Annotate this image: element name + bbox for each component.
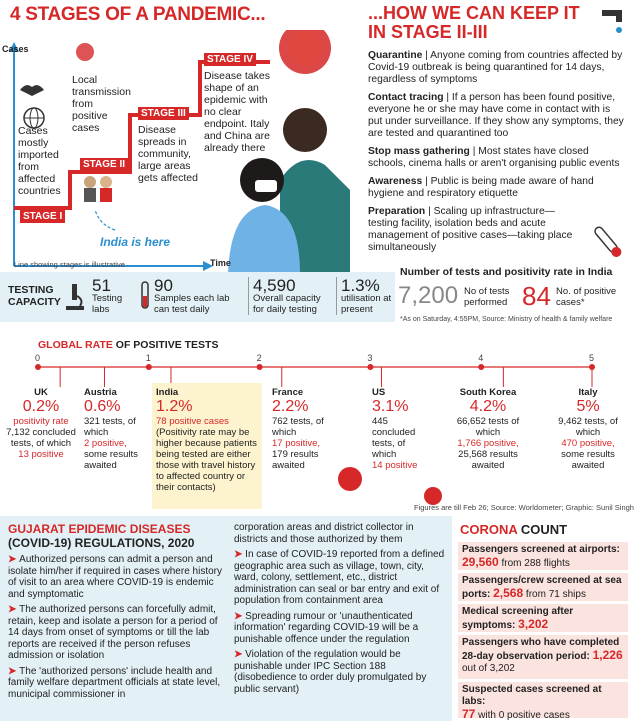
country-pct: 0.2% — [22, 398, 60, 415]
virus-icon-large — [279, 30, 331, 74]
capacity-title: TESTING CAPACITY — [8, 284, 61, 308]
country-post: some results awaited — [84, 449, 138, 471]
country-line: 7,132 concluded tests, of which — [6, 427, 76, 449]
country-us — [372, 387, 430, 471]
x-axis-label: Time — [210, 258, 231, 268]
corona-row-tail: from 288 flights — [498, 558, 570, 569]
country-line: 321 tests, of which — [84, 416, 136, 438]
capacity-value: 1.3% — [341, 276, 380, 295]
country-pre: positivity rate — [13, 416, 69, 427]
title-measures: ...HOW WE CAN KEEP IT IN STAGE II-III — [368, 3, 580, 42]
measure-head: Preparation — [368, 206, 426, 217]
global-rate-source: Figures are till Feb 26; Source: Worldometer; Graphic: Sunil Singh — [414, 503, 634, 512]
corona-row-tail: out of 3,202 — [462, 663, 515, 674]
thermometer-icon — [588, 222, 628, 262]
regulations-title — [8, 522, 228, 550]
corona-row-value: 29,560 — [462, 555, 499, 569]
country-post: some results awaited — [561, 449, 615, 471]
india-tests-title: Number of tests and positivity rate in India — [400, 266, 613, 278]
capacity-value: 90 — [154, 276, 173, 295]
virus-icon-small — [76, 43, 94, 61]
global-rate-section — [0, 331, 635, 513]
country-pct: 4.2% — [469, 398, 507, 415]
measure-text: | If a person has been found positive, everyone he or she may have come in contact with is put under surveillance. If they show any symptoms, they are tested and quarantined too — [368, 92, 624, 139]
corona-row-medical — [458, 604, 628, 632]
capacity-labs — [92, 277, 132, 315]
regulation-text: The authorized persons can forcefully admit, retain, keep and isolate a person for a period of 14 days from onset of symptoms or till the lab reports are received if the person refuses admission or isolation — [8, 604, 218, 661]
measure-text: | Most states have closed schools, cinema halls or aren't organising public events — [368, 146, 620, 169]
regulation-continued: corporation areas and district collector in districts and those authorized by them — [234, 522, 414, 545]
stage-3-label: STAGE III — [138, 107, 189, 120]
india-tests-label: No of tests performed — [464, 286, 510, 308]
country-line: 762 tests, of which — [272, 416, 324, 438]
corona-row-labs — [458, 682, 628, 721]
corona-title-red: CORONA — [460, 522, 518, 537]
country-name: US — [372, 387, 386, 398]
global-rate-title-red: GLOBAL RATE — [38, 339, 113, 351]
global-rate-title-black: OF POSITIVE TESTS — [112, 339, 219, 351]
scale-tick — [367, 364, 373, 370]
measure-preparation — [368, 206, 578, 254]
regulations-title-black: (COVID-19) REGULATIONS, 2020 — [8, 536, 195, 550]
scale-tick — [257, 364, 263, 370]
country-red: 78 positive cases — [156, 416, 229, 427]
scale-tick-label: 4 — [478, 353, 484, 363]
india-here-label: India is here — [100, 235, 171, 249]
scale-tick-label: 2 — [256, 353, 262, 363]
country-name: UK — [34, 387, 48, 398]
country-name: Austria — [84, 387, 117, 398]
corona-row-tail: with 0 positive cases — [475, 710, 570, 721]
stage-4-label: STAGE IV — [204, 53, 256, 66]
country-india — [156, 387, 260, 493]
country-red: 17 positive, — [272, 438, 321, 449]
country-france — [272, 387, 338, 471]
scale-tick — [478, 364, 484, 370]
india-tests-value: 7,200 — [398, 282, 459, 309]
india-tests-panel — [398, 266, 635, 330]
two-people-icon — [84, 176, 112, 202]
tap-icon — [600, 6, 628, 40]
country-post: 25,568 results awaited — [458, 449, 518, 471]
y-axis-label: Cases — [2, 44, 29, 54]
capacity-label: Overall capacity for daily testing — [253, 293, 321, 315]
regulation-item: ➤ Violation of the regulation would be punishable under IPC Section 188 (disobedience to order duly promulgated by public servant) — [234, 649, 427, 695]
measure-contact-tracing — [368, 92, 626, 140]
scale-tick-label: 3 — [367, 353, 373, 363]
microscope-icon — [62, 282, 88, 317]
capacity-label: utilisation at present — [341, 293, 392, 315]
country-name: South Korea — [459, 387, 517, 398]
corona-row-label: Suspected cases screened at labs: — [462, 684, 602, 707]
regulations-col2 — [234, 522, 448, 699]
corona-row-seaports — [458, 573, 628, 601]
global-rate-title — [38, 339, 218, 351]
country-pct: 3.1% — [372, 398, 409, 415]
regulations-section — [0, 516, 452, 721]
country-austria — [84, 387, 144, 471]
bat-icon — [20, 85, 44, 96]
country-name: France — [272, 387, 304, 398]
country-italy — [548, 387, 628, 471]
corona-row-tail: from 71 ships — [523, 589, 586, 600]
measure-head: Contact tracing — [368, 92, 444, 103]
regulation-text: Spreading rumour or 'unauthenticated information' regarding COVID-19 will be a punishable offence under the regulation — [234, 610, 419, 645]
stages-note: Line showing stages is illustrative — [14, 260, 125, 269]
measure-text: | Public is being made aware of hand hygiene and respiratory etiquette — [368, 176, 594, 199]
stage-3-text: Disease spreads in community, large areas gets affected — [138, 124, 198, 184]
corona-title-black: COUNT — [517, 522, 568, 537]
measure-head: Stop mass gathering — [368, 146, 470, 157]
measure-text: | Scaling up infrastructure—testing facility, isolation beds and acute management of positive cases—taking place simultaneously — [368, 206, 573, 253]
test-tube-icon — [138, 280, 152, 317]
country-red: 1,766 positive, — [457, 438, 519, 449]
scale-tick — [35, 364, 41, 370]
scale-tick — [146, 364, 152, 370]
measure-head: Quarantine — [368, 50, 423, 61]
country-uk — [6, 387, 76, 460]
capacity-samples — [154, 277, 236, 315]
country-name: India — [156, 387, 179, 398]
measure-text: | Anyone coming from countries affected by Covid-19 outbreak is being quarantined for 14 days, regardless of symptoms — [368, 50, 623, 85]
country-pct: 1.2% — [156, 398, 193, 415]
scale-tick-label: 1 — [145, 353, 151, 363]
regulations-title-red: GUJARAT EPIDEMIC DISEASES — [8, 522, 191, 536]
corona-row-value: 1,226 — [592, 648, 623, 662]
country-pct: 5% — [576, 398, 600, 415]
corona-row-value: 2,568 — [493, 586, 524, 600]
measure-head: Awareness — [368, 176, 423, 187]
capacity-label: Testing labs — [92, 293, 123, 315]
regulations-col1 — [8, 554, 224, 704]
regulation-text: The 'authorized persons' include health and family welfare department officials at state level, municipal commissioner in — [8, 665, 221, 700]
country-stems — [60, 367, 592, 387]
country-line: 66,652 tests of which — [456, 416, 520, 438]
regulation-text: Violation of the regulation would be punishable under IPC Section 188 (disobedience to order duly promulgated by public servant) — [234, 649, 427, 695]
country-red: 470 positive, — [561, 438, 615, 449]
country-post: 179 results awaited — [272, 449, 319, 471]
regulation-text: Authorized persons can admit a person and isolate him/her if required in cases where history of visit to an area where COVID-19 is endemic and symptomatic — [8, 554, 222, 600]
measure-mass-gathering — [368, 146, 626, 170]
regulation-item: ➤ The authorized persons can forcefully admit, retain, keep and isolate a person for a period of 14 days from onset of symptoms or till the lab reports are received if the person refuses admission or isolation — [8, 604, 218, 661]
stage-2-label: STAGE II — [80, 158, 128, 171]
stage-1-text: Cases mostly imported from affected countries — [18, 125, 61, 197]
regulation-item: ➤ In case of COVID-19 reported from a defined geographic area such as village, town, city, ward, colony, settlement, etc., district administration can seal or bar entry and exit of population from containment area — [234, 549, 445, 606]
india-positive-value: 84 — [522, 281, 551, 311]
capacity-label: Samples each lab can test daily — [154, 293, 230, 315]
corona-row-label: Passengers screened at airports: — [462, 544, 620, 555]
country-pct: 2.2% — [272, 398, 309, 415]
country-post: (Positivity rate may be higher because patients being tested are either those with travel history to affected country or their contacts) — [156, 427, 257, 493]
title-stages: 4 STAGES OF A PANDEMIC... — [10, 4, 266, 25]
capacity-value: 51 — [92, 276, 111, 295]
regulation-text: In case of COVID-19 reported from a defined geographic area such as village, town, city, ward, colony, settlement, etc., district administration can seal or bar entry and exit of population from containment area — [234, 549, 445, 606]
regulation-item: ➤ Authorized persons can admit a person and isolate him/her if required in cases where history of visit to an area where COVID-19 is endemic and symptomatic — [8, 554, 222, 600]
corona-row-label: Medical screening after symptoms: — [462, 606, 574, 631]
country-line: 445 concluded tests, of which — [372, 416, 416, 460]
country-line: 9,462 tests, of which — [558, 416, 618, 438]
country-name: Italy — [578, 387, 598, 398]
capacity-value: 4,590 — [253, 276, 296, 295]
capacity-overall — [248, 277, 332, 315]
measure-awareness — [368, 176, 626, 200]
country-red: 2 positive, — [84, 438, 127, 449]
capacity-utilisation — [336, 277, 392, 315]
country-south-korea — [448, 387, 528, 471]
regulation-item: ➤ The 'authorized persons' include health and family welfare department officials at state level, municipal commissioner in — [8, 665, 221, 700]
india-positive-label: No. of positive cases* — [556, 286, 617, 308]
stage-1-label: STAGE I — [20, 210, 65, 223]
measure-quarantine — [368, 50, 626, 86]
scale-tick-label: 0 — [35, 353, 41, 363]
capacity-panel — [0, 272, 395, 322]
corona-row-label: Passengers/crew screened at sea ports: — [462, 575, 622, 600]
stage-2-text: Local transmission from positive cases — [72, 74, 131, 134]
corona-row-value: 3,202 — [518, 617, 549, 631]
corona-row-observation — [458, 635, 628, 679]
corona-row-label: Passengers who have completed 28-day observation period: — [462, 637, 620, 662]
corona-count-title — [460, 522, 567, 537]
india-tests-note: *As on Saturday, 4:55PM, Source: Ministry of health & family welfare — [400, 316, 613, 323]
corona-row-value: 77 — [462, 707, 476, 721]
virus-icon-mid — [330, 459, 370, 499]
country-red: 14 positive — [372, 460, 418, 471]
india-marker-line — [95, 210, 115, 230]
corona-row-airports — [458, 542, 628, 570]
country-pct: 0.6% — [84, 398, 121, 415]
scale-tick-label: 5 — [589, 353, 595, 363]
stages-graphic — [0, 30, 360, 275]
regulation-item: ➤ Spreading rumour or 'unauthenticated information' regarding COVID-19 will be a punishable offence under the regulation — [234, 610, 419, 645]
country-red: 13 positive — [18, 449, 64, 460]
stage-4-text: Disease takes shape of an epidemic with no clear endpoint. Italy and China are already there — [204, 70, 270, 154]
